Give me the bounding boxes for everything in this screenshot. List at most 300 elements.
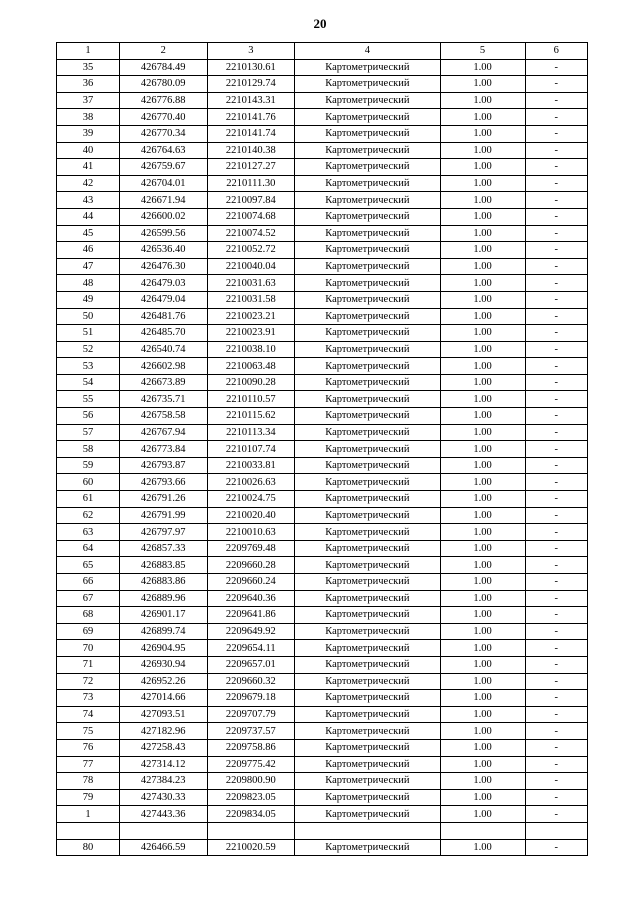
table-row	[57, 557, 588, 574]
table-cell: -	[525, 789, 587, 806]
table-cell: 426904.95	[119, 640, 207, 657]
table-cell: 427014.66	[119, 690, 207, 707]
table-cell: Картометрический	[295, 673, 440, 690]
table-cell: 1.00	[440, 125, 525, 142]
column-header: 4	[295, 43, 440, 60]
table-cell: 56	[57, 408, 120, 425]
table-cell: 426857.33	[119, 540, 207, 557]
table-row	[57, 773, 588, 790]
table-cell: 1.00	[440, 441, 525, 458]
table-cell: 2210040.04	[207, 258, 295, 275]
table-cell: 71	[57, 656, 120, 673]
table-cell: 1.00	[440, 374, 525, 391]
table-cell: -	[525, 225, 587, 242]
table-cell: 2209679.18	[207, 690, 295, 707]
table-cell: 1.00	[440, 76, 525, 93]
table-cell: 2210140.38	[207, 142, 295, 159]
table-cell: 1.00	[440, 424, 525, 441]
table-cell: 426758.58	[119, 408, 207, 425]
table-cell: 57	[57, 424, 120, 441]
table-cell: Картометрический	[295, 491, 440, 508]
table-cell: 426476.30	[119, 258, 207, 275]
table-row	[57, 308, 588, 325]
table-cell: 49	[57, 291, 120, 308]
table-cell: Картометрический	[295, 242, 440, 259]
table-cell: Картометрический	[295, 623, 440, 640]
table-cell: Картометрический	[295, 109, 440, 126]
table-cell: Картометрический	[295, 756, 440, 773]
table-spacer-row	[57, 822, 588, 839]
table-cell: 68	[57, 607, 120, 624]
table-cell: 1.00	[440, 59, 525, 76]
table-cell: 35	[57, 59, 120, 76]
table-cell	[525, 822, 587, 839]
table-cell: 1.00	[440, 192, 525, 209]
table-cell: 72	[57, 673, 120, 690]
table-row	[57, 756, 588, 773]
table-cell: 66	[57, 574, 120, 591]
table-row	[57, 690, 588, 707]
table-row	[57, 358, 588, 375]
table-cell: 1.00	[440, 590, 525, 607]
table-cell: 426759.67	[119, 159, 207, 176]
table-cell: -	[525, 723, 587, 740]
table-cell: Картометрический	[295, 540, 440, 557]
table-cell: 426479.03	[119, 275, 207, 292]
table-cell: Картометрический	[295, 92, 440, 109]
table-cell: -	[525, 491, 587, 508]
table-cell: -	[525, 441, 587, 458]
table-cell: Картометрический	[295, 275, 440, 292]
table-cell: 426883.86	[119, 574, 207, 591]
table-cell: Картометрический	[295, 59, 440, 76]
table-cell: 426671.94	[119, 192, 207, 209]
table-cell: 2210031.63	[207, 275, 295, 292]
table-cell: 426793.87	[119, 457, 207, 474]
table-cell: -	[525, 756, 587, 773]
coordinates-table	[56, 42, 588, 856]
table-cell: 36	[57, 76, 120, 93]
table-cell: -	[525, 474, 587, 491]
table-cell: Картометрический	[295, 225, 440, 242]
table-cell: 2210023.91	[207, 325, 295, 342]
table-cell: 1.00	[440, 557, 525, 574]
table-cell: 2210111.30	[207, 175, 295, 192]
table-cell: Картометрический	[295, 806, 440, 823]
table-cell: Картометрический	[295, 391, 440, 408]
table-cell: 43	[57, 192, 120, 209]
table-row	[57, 590, 588, 607]
table-cell: -	[525, 590, 587, 607]
table-cell: Картометрический	[295, 175, 440, 192]
table-cell: 2209775.42	[207, 756, 295, 773]
table-cell: Картометрический	[295, 574, 440, 591]
table-cell: 1.00	[440, 208, 525, 225]
table-cell: 426776.88	[119, 92, 207, 109]
table-cell: 1.00	[440, 839, 525, 856]
table-row	[57, 325, 588, 342]
table-cell: -	[525, 391, 587, 408]
column-header: 2	[119, 43, 207, 60]
table-cell: 2210141.76	[207, 109, 295, 126]
table-row	[57, 623, 588, 640]
table-row	[57, 59, 588, 76]
table-cell: Картометрический	[295, 208, 440, 225]
table-cell: 2210127.27	[207, 159, 295, 176]
table-cell: -	[525, 358, 587, 375]
table-cell: Картометрический	[295, 76, 440, 93]
table-cell: 1.00	[440, 607, 525, 624]
table-row	[57, 739, 588, 756]
table-cell: -	[525, 142, 587, 159]
table-cell: 427384.23	[119, 773, 207, 790]
table-cell: Картометрический	[295, 424, 440, 441]
table-row	[57, 192, 588, 209]
table-cell: 2210024.75	[207, 491, 295, 508]
table-row	[57, 391, 588, 408]
table-cell: 1.00	[440, 673, 525, 690]
table-cell: 2210023.21	[207, 308, 295, 325]
table-cell: 2210107.74	[207, 441, 295, 458]
table-cell: Картометрический	[295, 325, 440, 342]
table-cell: 2210129.74	[207, 76, 295, 93]
table-row	[57, 175, 588, 192]
table-cell: 2210141.74	[207, 125, 295, 142]
table-cell: 2209737.57	[207, 723, 295, 740]
table-cell: 41	[57, 159, 120, 176]
table-cell: -	[525, 258, 587, 275]
table-cell: 1.00	[440, 640, 525, 657]
table-cell: Картометрический	[295, 640, 440, 657]
table-cell: 69	[57, 623, 120, 640]
table-cell: -	[525, 159, 587, 176]
table-cell: 1.00	[440, 308, 525, 325]
table-cell: 2209834.05	[207, 806, 295, 823]
table-row	[57, 491, 588, 508]
table-cell: Картометрический	[295, 739, 440, 756]
table-cell: 426899.74	[119, 623, 207, 640]
table-cell: Картометрический	[295, 142, 440, 159]
table-cell: 427443.36	[119, 806, 207, 823]
table-cell: 2210110.57	[207, 391, 295, 408]
table-cell: -	[525, 341, 587, 358]
table-cell	[57, 822, 120, 839]
table-cell: 2209649.92	[207, 623, 295, 640]
table-cell: 426479.04	[119, 291, 207, 308]
table-cell: 2210130.61	[207, 59, 295, 76]
table-row	[57, 507, 588, 524]
table-cell: 2210113.34	[207, 424, 295, 441]
table-cell: 1.00	[440, 391, 525, 408]
table-cell: -	[525, 92, 587, 109]
table-cell: -	[525, 59, 587, 76]
table-cell: 2210074.52	[207, 225, 295, 242]
table-header-row	[57, 43, 588, 60]
table-cell: 63	[57, 524, 120, 541]
table-cell: -	[525, 325, 587, 342]
table-cell: 1.00	[440, 358, 525, 375]
table-cell: 80	[57, 839, 120, 856]
table-cell: 426780.09	[119, 76, 207, 93]
table-row	[57, 457, 588, 474]
table-cell: 2209707.79	[207, 706, 295, 723]
table-cell: 1	[57, 806, 120, 823]
table-cell: 427430.33	[119, 789, 207, 806]
column-header: 5	[440, 43, 525, 60]
table-cell: Картометрический	[295, 474, 440, 491]
table-cell: 426773.84	[119, 441, 207, 458]
table-cell: -	[525, 507, 587, 524]
table-cell: 426770.34	[119, 125, 207, 142]
table-row	[57, 424, 588, 441]
table-cell: -	[525, 656, 587, 673]
table-row	[57, 806, 588, 823]
table-cell: Картометрический	[295, 374, 440, 391]
table-cell: 1.00	[440, 109, 525, 126]
table-cell: Картометрический	[295, 607, 440, 624]
table-cell: -	[525, 557, 587, 574]
table-cell: 2210063.48	[207, 358, 295, 375]
table-cell: -	[525, 623, 587, 640]
table-cell: 426704.01	[119, 175, 207, 192]
table-row	[57, 341, 588, 358]
table-cell: 2210010.63	[207, 524, 295, 541]
table-cell: 2209660.24	[207, 574, 295, 591]
table-cell: 2210052.72	[207, 242, 295, 259]
table-cell: Картометрический	[295, 457, 440, 474]
table-cell: 2209758.86	[207, 739, 295, 756]
table-cell: 1.00	[440, 92, 525, 109]
table-row	[57, 408, 588, 425]
table-row	[57, 656, 588, 673]
table-cell: Картометрический	[295, 308, 440, 325]
table-row	[57, 258, 588, 275]
table-cell: -	[525, 524, 587, 541]
table-cell: 65	[57, 557, 120, 574]
table-cell: 1.00	[440, 789, 525, 806]
table-cell: 1.00	[440, 540, 525, 557]
table-cell: -	[525, 408, 587, 425]
table-cell: 73	[57, 690, 120, 707]
table-cell: -	[525, 540, 587, 557]
table-row	[57, 540, 588, 557]
table-cell: 1.00	[440, 325, 525, 342]
column-header: 6	[525, 43, 587, 60]
table-cell: 1.00	[440, 408, 525, 425]
table-cell: 54	[57, 374, 120, 391]
table-cell: 2210115.62	[207, 408, 295, 425]
table-cell: 426540.74	[119, 341, 207, 358]
table-cell: 426481.76	[119, 308, 207, 325]
table-row	[57, 640, 588, 657]
table-row	[57, 109, 588, 126]
table-cell: 426784.49	[119, 59, 207, 76]
table-row	[57, 723, 588, 740]
table-cell: 58	[57, 441, 120, 458]
column-header: 1	[57, 43, 120, 60]
table-cell: -	[525, 839, 587, 856]
table-cell: 53	[57, 358, 120, 375]
table-cell: 44	[57, 208, 120, 225]
table-cell: Картометрический	[295, 789, 440, 806]
table-cell: 78	[57, 773, 120, 790]
table-cell: -	[525, 806, 587, 823]
table-cell: 70	[57, 640, 120, 657]
table-cell: 55	[57, 391, 120, 408]
table-cell: -	[525, 175, 587, 192]
table-cell: 1.00	[440, 524, 525, 541]
table-cell: Картометрический	[295, 159, 440, 176]
table-cell: 426901.17	[119, 607, 207, 624]
table-cell: 2209657.01	[207, 656, 295, 673]
table-row	[57, 142, 588, 159]
table-cell: 426599.56	[119, 225, 207, 242]
table-row	[57, 76, 588, 93]
table-cell: 1.00	[440, 341, 525, 358]
table-cell: 426764.63	[119, 142, 207, 159]
table-cell: Картометрический	[295, 723, 440, 740]
table-cell: 79	[57, 789, 120, 806]
table-cell: 426536.40	[119, 242, 207, 259]
table-cell: 2210090.28	[207, 374, 295, 391]
table-cell: 2210033.81	[207, 457, 295, 474]
table-cell: 426466.59	[119, 839, 207, 856]
table-cell: Картометрический	[295, 408, 440, 425]
table-cell: -	[525, 607, 587, 624]
table-row	[57, 374, 588, 391]
page-number: 20	[313, 16, 327, 31]
table-cell: Картометрический	[295, 358, 440, 375]
table-cell: 47	[57, 258, 120, 275]
table-cell: 1.00	[440, 656, 525, 673]
table-cell: 51	[57, 325, 120, 342]
table-cell: 2210074.68	[207, 208, 295, 225]
table-cell: 77	[57, 756, 120, 773]
table-cell	[119, 822, 207, 839]
table-cell: 426793.66	[119, 474, 207, 491]
table-cell: 2209640.36	[207, 590, 295, 607]
table-cell: 1.00	[440, 773, 525, 790]
table-cell: Картометрический	[295, 590, 440, 607]
table-cell: 427093.51	[119, 706, 207, 723]
table-cell: Картометрический	[295, 656, 440, 673]
table-cell: 426602.98	[119, 358, 207, 375]
table-cell: 48	[57, 275, 120, 292]
table-cell: 1.00	[440, 291, 525, 308]
table-cell: 1.00	[440, 242, 525, 259]
table-cell: Картометрический	[295, 524, 440, 541]
table-cell: 1.00	[440, 474, 525, 491]
table-cell: 1.00	[440, 275, 525, 292]
table-cell: -	[525, 109, 587, 126]
table-cell: 426600.02	[119, 208, 207, 225]
table-cell: Картометрический	[295, 557, 440, 574]
table-row	[57, 92, 588, 109]
table-row	[57, 441, 588, 458]
table-cell: Картометрический	[295, 706, 440, 723]
table-cell: -	[525, 640, 587, 657]
table-cell: 50	[57, 308, 120, 325]
table-cell: -	[525, 424, 587, 441]
table-cell: Картометрический	[295, 258, 440, 275]
table-cell: -	[525, 308, 587, 325]
table-cell: 2209660.32	[207, 673, 295, 690]
table-cell: 1.00	[440, 159, 525, 176]
table-row	[57, 125, 588, 142]
table-cell: 2210026.63	[207, 474, 295, 491]
table-cell: 1.00	[440, 457, 525, 474]
table-row	[57, 839, 588, 856]
table-cell: 38	[57, 109, 120, 126]
table-cell: 1.00	[440, 491, 525, 508]
table-cell	[440, 822, 525, 839]
document-page	[0, 16, 640, 921]
table-cell: 2210097.84	[207, 192, 295, 209]
table-cell: -	[525, 76, 587, 93]
table-cell: 1.00	[440, 806, 525, 823]
table-row	[57, 291, 588, 308]
table-cell: 427258.43	[119, 739, 207, 756]
table-cell: 1.00	[440, 623, 525, 640]
table-cell: Картометрический	[295, 341, 440, 358]
table-row	[57, 474, 588, 491]
table-cell: Картометрический	[295, 291, 440, 308]
table-cell: 2210031.58	[207, 291, 295, 308]
table-cell: 1.00	[440, 142, 525, 159]
table-cell: 74	[57, 706, 120, 723]
table-cell: 2209641.86	[207, 607, 295, 624]
table-row	[57, 159, 588, 176]
table-cell: 1.00	[440, 706, 525, 723]
table-cell: 60	[57, 474, 120, 491]
table-cell: 1.00	[440, 507, 525, 524]
table-cell: 2210038.10	[207, 341, 295, 358]
table-cell: -	[525, 125, 587, 142]
table-cell: -	[525, 275, 587, 292]
table-cell: 2209823.05	[207, 789, 295, 806]
table-cell: 1.00	[440, 574, 525, 591]
table-cell: 2210020.59	[207, 839, 295, 856]
table-cell: 426673.89	[119, 374, 207, 391]
table-cell: 45	[57, 225, 120, 242]
table-cell: -	[525, 574, 587, 591]
table-cell: 426889.96	[119, 590, 207, 607]
table-cell: 46	[57, 242, 120, 259]
table-cell: 2209660.28	[207, 557, 295, 574]
table-cell: 40	[57, 142, 120, 159]
table-cell: -	[525, 706, 587, 723]
table-cell: -	[525, 192, 587, 209]
table-row	[57, 225, 588, 242]
table-cell: 1.00	[440, 175, 525, 192]
table-cell: 62	[57, 507, 120, 524]
table-cell: -	[525, 690, 587, 707]
table-cell: 37	[57, 92, 120, 109]
table-cell: Картометрический	[295, 441, 440, 458]
table-cell: -	[525, 291, 587, 308]
table-row	[57, 706, 588, 723]
table-cell: 2210143.31	[207, 92, 295, 109]
table-cell: 1.00	[440, 225, 525, 242]
table-cell	[295, 822, 440, 839]
table-cell: -	[525, 739, 587, 756]
table-cell: 1.00	[440, 756, 525, 773]
table-cell: 426791.99	[119, 507, 207, 524]
table-cell: 427182.96	[119, 723, 207, 740]
table-row	[57, 275, 588, 292]
table-cell: 39	[57, 125, 120, 142]
table-cell: Картометрический	[295, 839, 440, 856]
